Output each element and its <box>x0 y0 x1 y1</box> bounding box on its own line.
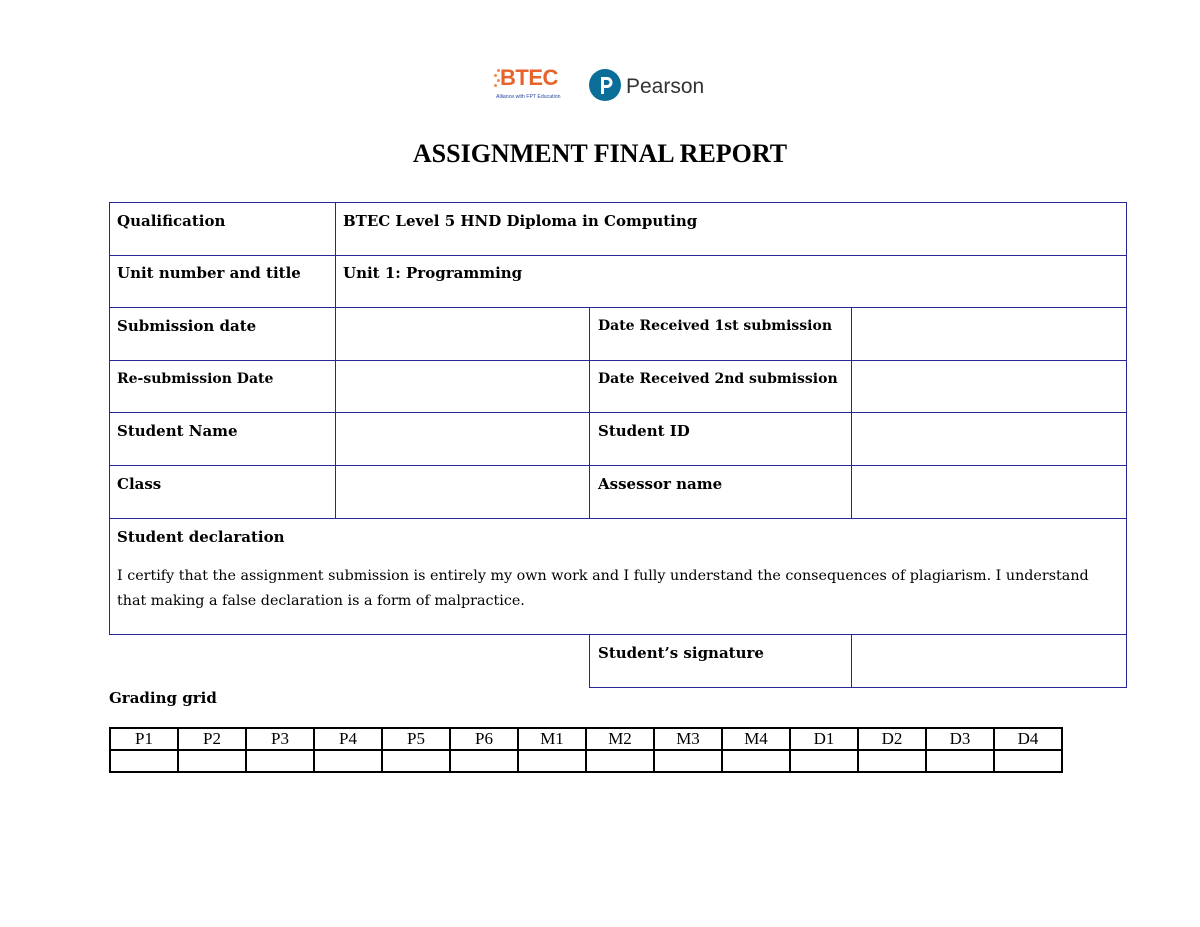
grade-header-cell: P5 <box>382 728 450 750</box>
grade-value-cell[interactable] <box>654 750 722 772</box>
qualification-label: Qualification <box>117 212 226 230</box>
submission-date-field[interactable] <box>337 309 587 358</box>
grade-header-cell: D3 <box>926 728 994 750</box>
signature-field[interactable] <box>853 636 1124 685</box>
declaration-text: I certify that the assignment submission is entirely my own work and I fully understand the consequences of plagiarism. I understand that making a false declaration is a form of malpractice. <box>117 568 1089 609</box>
unit-value: Unit 1: Programming <box>343 264 523 282</box>
btec-logo-text: BTEC <box>500 65 558 90</box>
date-received-2-field[interactable] <box>853 362 1124 410</box>
grade-value-cell[interactable] <box>586 750 654 772</box>
signature-label: Student’s signature <box>598 644 764 662</box>
resubmission-date-label: Re-submission Date <box>117 371 274 387</box>
grade-header-cell: P1 <box>110 728 178 750</box>
grade-header-cell: D1 <box>790 728 858 750</box>
grade-value-cell[interactable] <box>790 750 858 772</box>
grading-grid <box>109 727 1063 773</box>
assessor-field[interactable] <box>853 467 1124 516</box>
pearson-p-icon <box>588 68 622 102</box>
declaration-label: Student declaration <box>117 528 285 546</box>
btec-tagline: Alliance with FPT Education <box>496 94 561 100</box>
qualification-value: BTEC Level 5 HND Diploma in Computing <box>343 212 698 230</box>
resubmission-date-field[interactable] <box>337 362 587 410</box>
grade-value-cell[interactable] <box>246 750 314 772</box>
grade-value-cell[interactable] <box>178 750 246 772</box>
grade-header-cell: P4 <box>314 728 382 750</box>
date-received-1-label: Date Received 1st submission <box>598 318 833 334</box>
grading-header-row <box>110 728 1062 750</box>
student-name-field[interactable] <box>337 414 587 463</box>
grade-header-cell: M1 <box>518 728 586 750</box>
submission-date-label: Submission date <box>117 317 257 335</box>
grading-value-row <box>110 750 1062 772</box>
grade-value-cell[interactable] <box>314 750 382 772</box>
grade-header-cell: M4 <box>722 728 790 750</box>
student-name-label: Student Name <box>117 422 238 440</box>
grade-header-cell: P6 <box>450 728 518 750</box>
unit-label: Unit number and title <box>117 264 301 282</box>
grade-value-cell[interactable] <box>858 750 926 772</box>
grade-value-cell[interactable] <box>382 750 450 772</box>
class-label: Class <box>117 475 162 493</box>
student-id-label: Student ID <box>598 422 690 440</box>
grade-header-cell: D2 <box>858 728 926 750</box>
btec-logo <box>494 64 572 110</box>
grade-value-cell[interactable] <box>450 750 518 772</box>
logo-area <box>494 64 714 110</box>
grade-header-cell: M3 <box>654 728 722 750</box>
student-id-field[interactable] <box>853 414 1124 463</box>
grade-value-cell[interactable] <box>994 750 1062 772</box>
grade-header-cell: D4 <box>994 728 1062 750</box>
grade-value-cell[interactable] <box>926 750 994 772</box>
grade-value-cell[interactable] <box>518 750 586 772</box>
grade-header-cell: P3 <box>246 728 314 750</box>
page-title: ASSIGNMENT FINAL REPORT <box>412 139 788 168</box>
grade-header-cell: P2 <box>178 728 246 750</box>
pearson-logo-text: Pearson <box>626 75 705 98</box>
date-received-1-field[interactable] <box>853 309 1124 358</box>
grading-grid-title: Grading grid <box>109 689 217 707</box>
grade-value-cell[interactable] <box>722 750 790 772</box>
class-field[interactable] <box>337 467 587 516</box>
grade-header-cell: M2 <box>586 728 654 750</box>
grade-value-cell[interactable] <box>110 750 178 772</box>
assessor-label: Assessor name <box>598 475 723 493</box>
date-received-2-label: Date Received 2nd submission <box>598 371 838 387</box>
